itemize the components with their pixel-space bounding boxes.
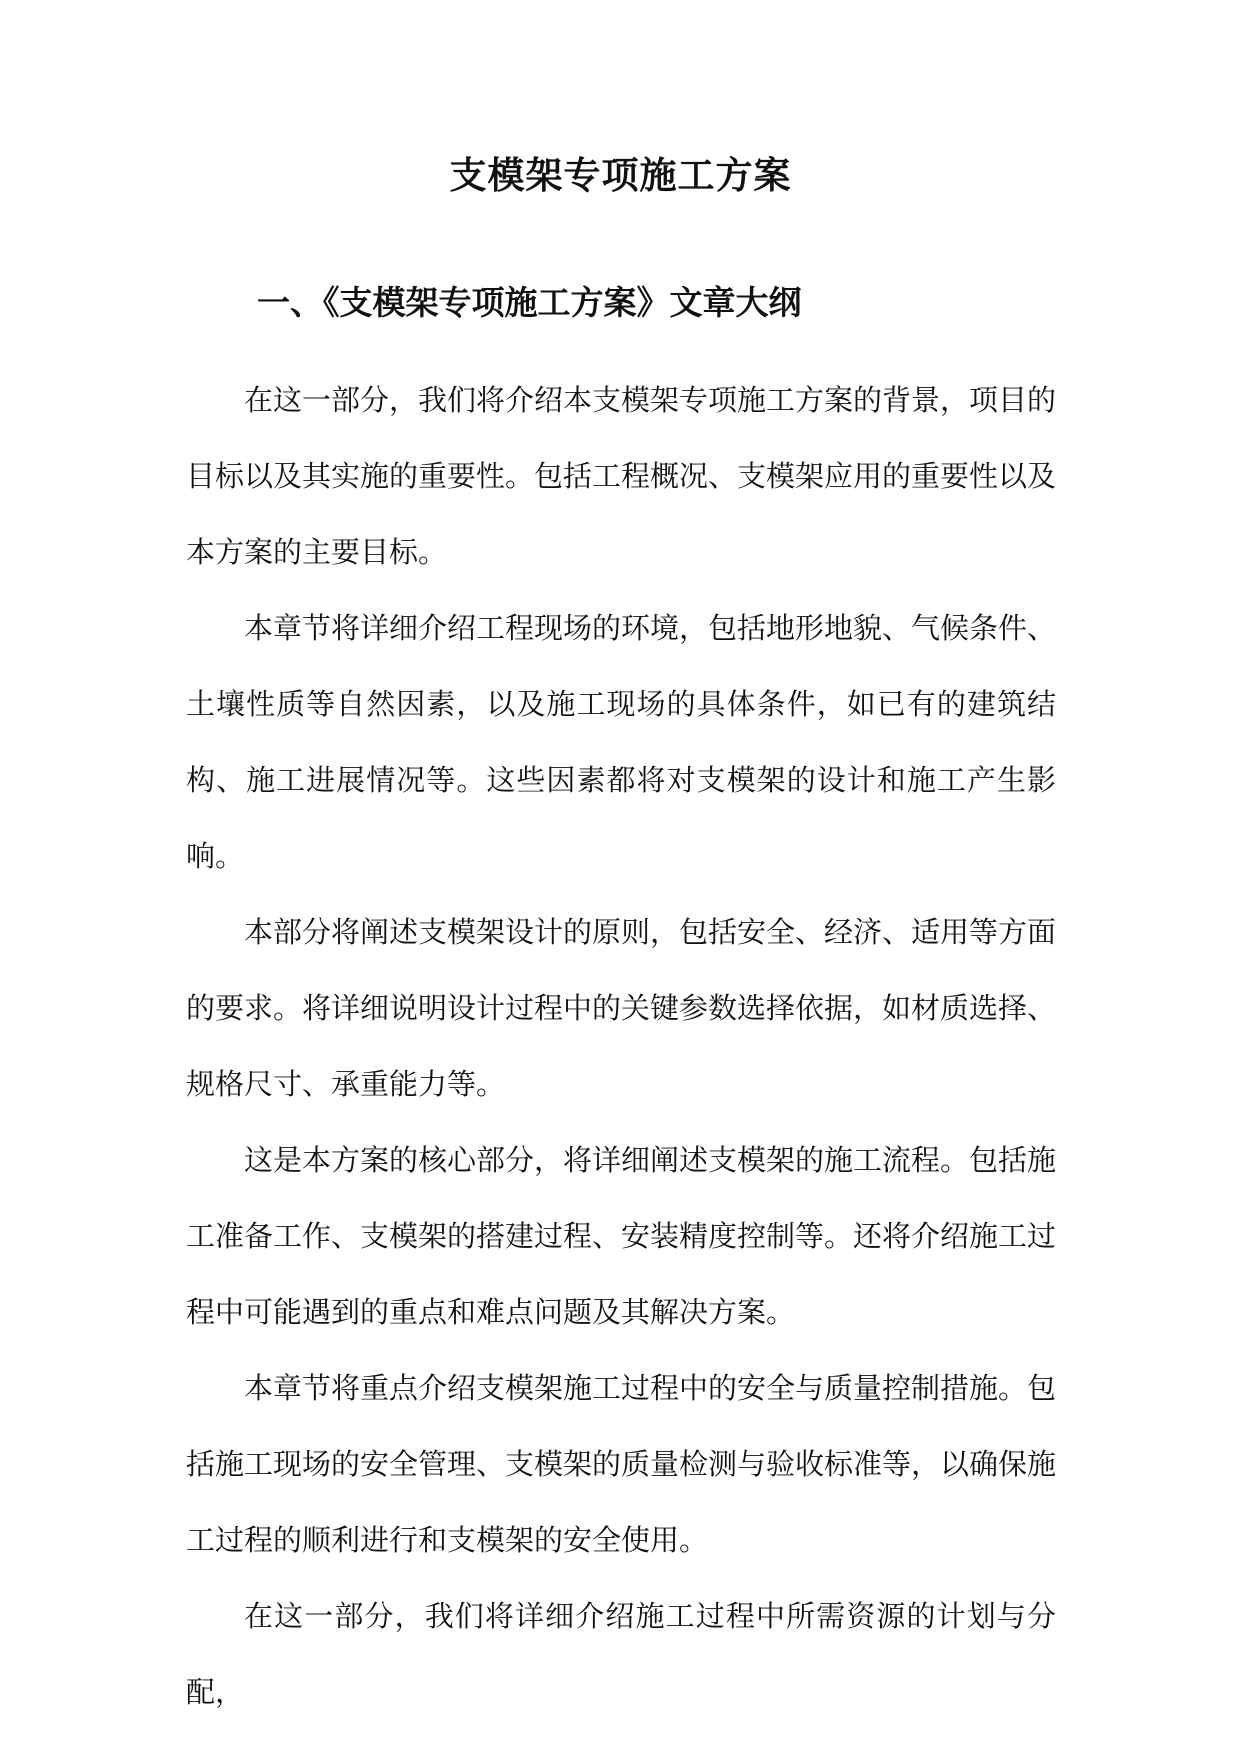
section-heading: 一、《支模架专项施工方案》文章大纲 [257, 283, 802, 322]
paragraph-resources: 在这一部分，我们将详细介绍施工过程中所需资源的计划与分配， [186, 1599, 1056, 1709]
paragraph-construction-process: 这是本方案的核心部分，将详细阐述支模架的施工流程。包括施工准备工作、支模架的搭建过程、安装精度控制等。还将介绍施工过程中可能遇到的重点和难点问题及其解决方案。 [186, 1143, 1057, 1329]
document-body [186, 362, 1056, 1730]
paragraph-design-principles: 本部分将阐述支模架设计的原则，包括安全、经济、适用等方面的要求。将详细说明设计过程中的关键参数选择依据，如材质选择、规格尺寸、承重能力等。 [186, 915, 1057, 1101]
paragraph-site-environment: 本章节将详细介绍工程现场的环境，包括地形地貌、气候条件、土壤性质等自然因素，以及施工现场的具体条件，如已有的建筑结构、施工进展情况等。这些因素都将对支模架的设计和施工产生影响。 [186, 611, 1057, 873]
paragraph-background: 在这一部分，我们将介绍本支模架专项施工方案的背景，项目的目标以及其实施的重要性。包括工程概况、支模架应用的重要性以及本方案的主要目标。 [186, 383, 1057, 569]
paragraph-safety-quality: 本章节将重点介绍支模架施工过程中的安全与质量控制措施。包括施工现场的安全管理、支模架的质量检测与验收标准等，以确保施工过程的顺利进行和支模架的安全使用。 [186, 1371, 1057, 1557]
document-title: 支模架专项施工方案 [449, 153, 792, 197]
